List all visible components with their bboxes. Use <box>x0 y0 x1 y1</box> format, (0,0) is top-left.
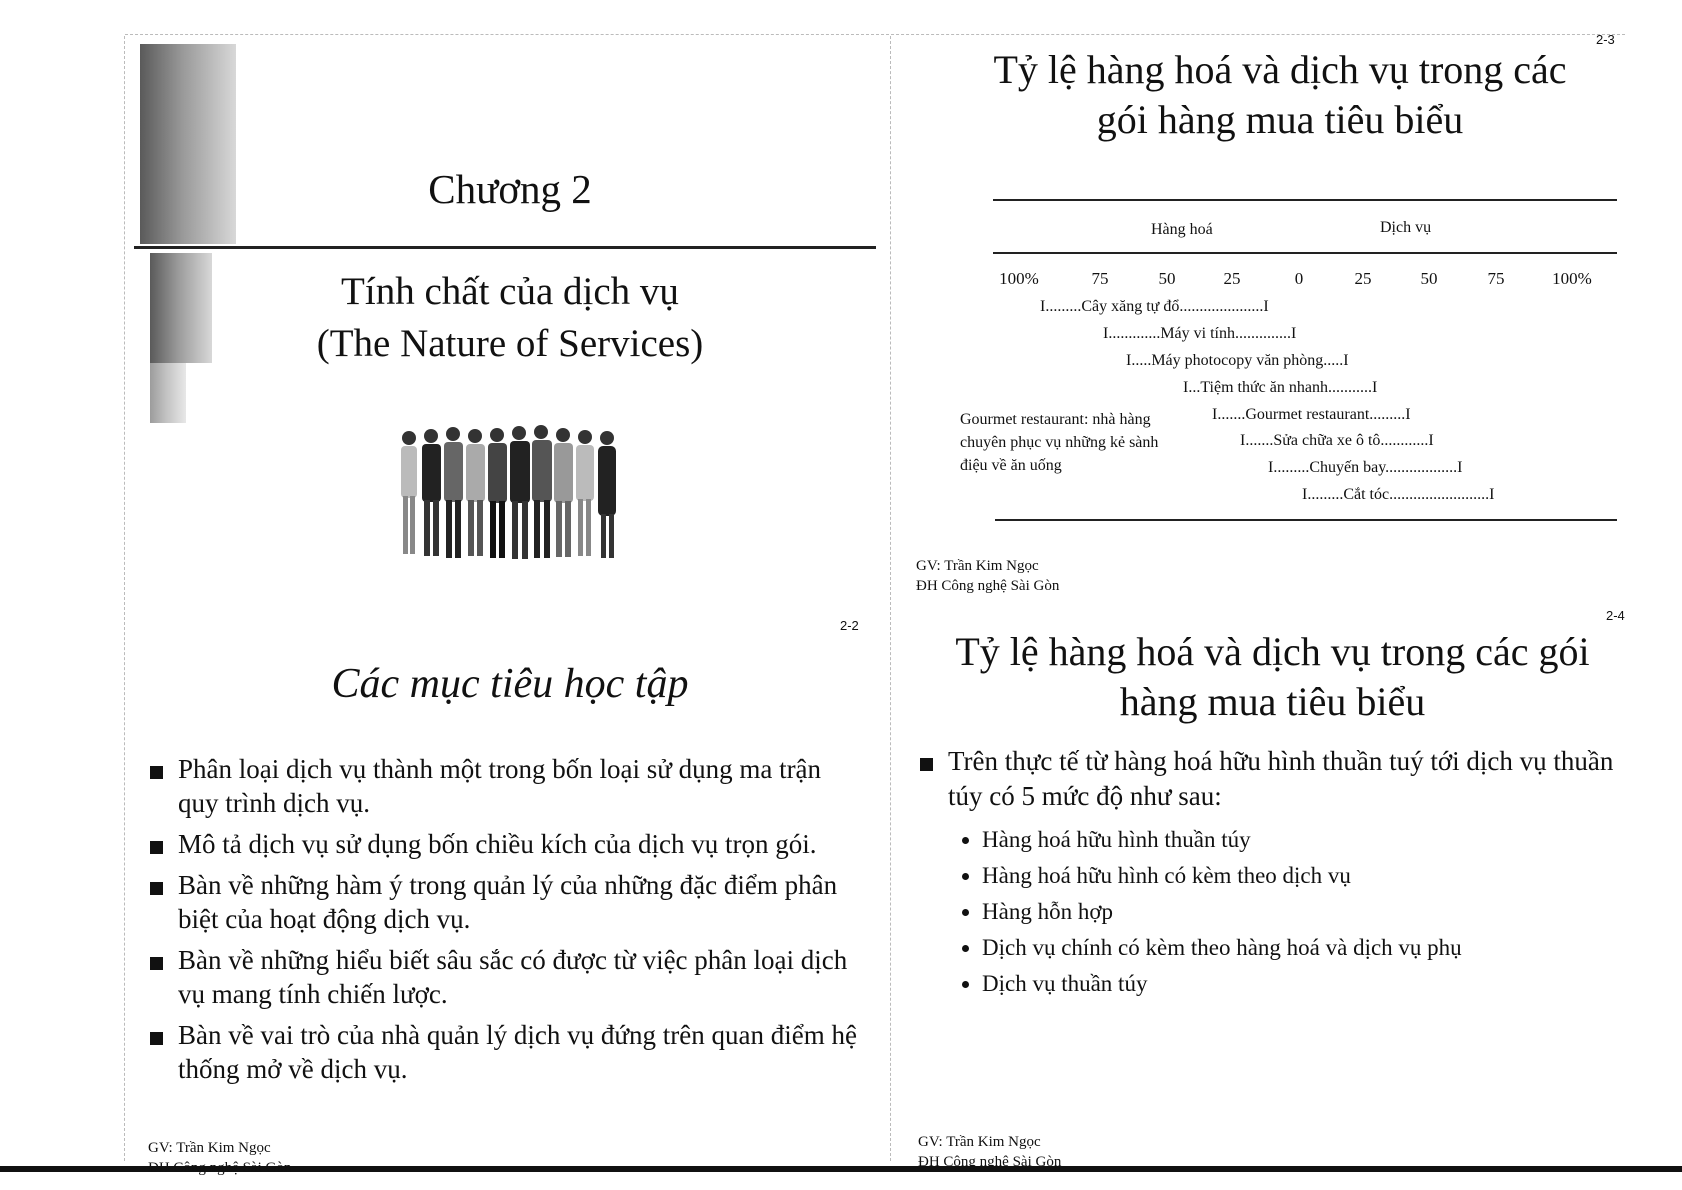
chart-header-services: Dịch vụ <box>1380 219 1432 236</box>
title-gradient-block-top <box>140 44 236 244</box>
left-footer <box>148 1138 291 1178</box>
objectives-heading: Các mục tiêu học tập <box>331 661 689 707</box>
page-center-divider <box>890 36 891 1161</box>
title-divider <box>134 246 876 249</box>
levels-main-bullet: Trên thực tế từ hàng hoá hữu hình thuần tuý tới dịch vụ thuần túy có 5 mức độ như sau: <box>918 744 1638 814</box>
axis-tick: 50 <box>1158 269 1176 288</box>
axis-tick: 0 <box>1294 269 1304 288</box>
chart-row-gas-station: I.........Cây xăng tự đổ.....................I <box>1040 298 1269 315</box>
axis-tick: 100% <box>1552 269 1592 288</box>
goods-services-title-line2: gói hàng mua tiêu biểu <box>1096 97 1464 142</box>
level-item: Dịch vụ thuần túy <box>962 966 1642 1002</box>
footer-university: ĐH Công nghệ Sài Gòn <box>918 1154 1062 1170</box>
right-bottom-footer <box>918 1132 1061 1172</box>
group-of-people-illustration <box>395 420 630 570</box>
level-item: Hàng hỗn hợp <box>962 894 1642 930</box>
page-left-edge <box>124 36 125 1161</box>
chart-row-car-repair: I.......Sửa chữa xe ô tô............I <box>1240 432 1434 449</box>
footer-university: ĐH Công nghệ Sài Gòn <box>916 578 1060 594</box>
axis-tick: 100% <box>999 269 1039 288</box>
slide-number-2-2: 2-2 <box>840 618 859 633</box>
chart-row-computer: I.............Máy vi tính..............I <box>1103 325 1297 342</box>
chart-axis-ticks <box>995 269 1595 293</box>
title-gradient-block-mid <box>150 253 212 363</box>
goods-services-levels-title <box>905 627 1640 727</box>
page-top-edge <box>125 34 1625 36</box>
objective-item: Phân loại dịch vụ thành một trong bốn loại sử dụng ma trận quy trình dịch vụ. <box>148 752 858 820</box>
chart-row-haircut: I.........Cắt tóc.........................I <box>1302 486 1495 503</box>
axis-tick: 25 <box>1223 269 1241 288</box>
chapter-heading: Chương 2 <box>428 166 592 212</box>
axis-tick: 25 <box>1354 269 1372 288</box>
level-item: Hàng hoá hữu hình thuần túy <box>962 822 1642 858</box>
objective-item: Bàn về vai trò của nhà quản lý dịch vụ đứng trên quan điểm hệ thống mở về dịch vụ. <box>148 1018 858 1086</box>
goods-services-title-line1: Tỷ lệ hàng hoá và dịch vụ trong các <box>993 47 1567 92</box>
chapter-title <box>240 266 780 370</box>
chart-bottom-rule <box>995 519 1617 521</box>
chapter-title-line1: Tính chất của dịch vụ <box>341 270 679 313</box>
levels-title-line2: hàng mua tiêu biểu <box>1119 679 1426 724</box>
chart-header-goods: Hàng hoá <box>1151 221 1213 238</box>
objective-item: Bàn về những hàm ý trong quản lý của những đặc điểm phân biệt của hoạt động dịch vụ. <box>148 868 858 936</box>
chart-row-fast-food: I...Tiệm thức ăn nhanh...........I <box>1183 379 1378 396</box>
chapter-title-line2: (The Nature of Services) <box>316 322 704 365</box>
right-top-footer <box>916 556 1059 596</box>
slide-number-2-4: 2-4 <box>1606 608 1625 623</box>
levels-title-line1: Tỷ lệ hàng hoá và dịch vụ trong các gói <box>955 629 1590 674</box>
chart-row-gourmet-restaurant: I.......Gourmet restaurant.........I <box>1212 406 1411 423</box>
level-item: Hàng hoá hữu hình có kèm theo dịch vụ <box>962 858 1642 894</box>
objectives-list <box>148 752 858 1093</box>
footer-university: ĐH Công nghệ Sài Gòn <box>148 1160 292 1176</box>
levels-main-list <box>918 744 1638 814</box>
objective-item: Mô tả dịch vụ sử dụng bốn chiều kích của dịch vụ trọn gói. <box>148 827 858 861</box>
axis-tick: 75 <box>1091 269 1109 288</box>
objective-item: Bàn về những hiểu biết sâu sắc có được từ việc phân loại dịch vụ mang tính chiến lược. <box>148 943 858 1011</box>
footer-lecturer: GV: Trần Kim Ngọc <box>916 558 1039 574</box>
chart-top-rule <box>993 199 1617 201</box>
chart-header-rule <box>993 252 1617 254</box>
footer-lecturer: GV: Trần Kim Ngọc <box>148 1140 271 1156</box>
axis-tick: 50 <box>1420 269 1438 288</box>
goods-services-title <box>920 45 1640 145</box>
chart-row-flight: I.........Chuyến bay..................I <box>1268 459 1463 476</box>
footer-lecturer: GV: Trần Kim Ngọc <box>918 1134 1041 1150</box>
slide-number-2-3: 2-3 <box>1596 32 1615 47</box>
gourmet-note: Gourmet restaurant: nhà hàng chuyên phục vụ những kẻ sành điệu về ăn uống <box>960 411 1159 474</box>
chart-row-photocopier: I.....Máy photocopy văn phòng.....I <box>1126 352 1349 369</box>
levels-list <box>962 822 1642 1002</box>
axis-tick: 75 <box>1487 269 1505 288</box>
title-gradient-block-low <box>150 363 186 423</box>
level-item: Dịch vụ chính có kèm theo hàng hoá và dịch vụ phụ <box>962 930 1642 966</box>
